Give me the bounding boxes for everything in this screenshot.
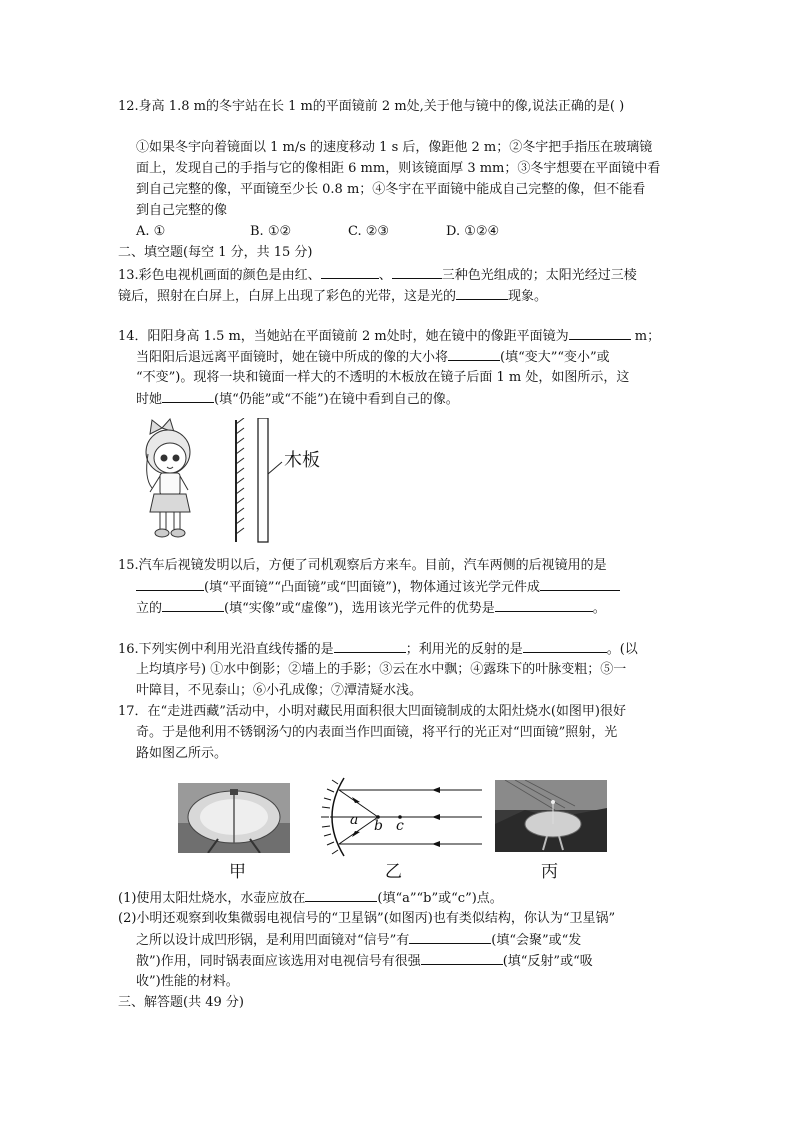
q17-p2-text-b: 之所以设计成凹形锅，是利用凹面镜对“信号”有: [136, 933, 410, 948]
q13-text-d: 镜后，照射在白屏上，白屏上出现了彩色的光带，这是光的: [118, 289, 457, 304]
q16-text-c: 。(以: [606, 642, 638, 657]
q17-blank-2[interactable]: [409, 931, 491, 944]
q12-option-b: B. ①②: [250, 224, 292, 239]
q15-text-e: 。: [592, 601, 606, 616]
q15-blank-2[interactable]: [540, 578, 620, 591]
q13-line-1: [118, 266, 637, 285]
q12-option-a: A. ①: [136, 224, 166, 239]
q14-figure: [140, 418, 340, 544]
q16-line-1: [118, 640, 638, 659]
q16-text-a: 16.下列实例中利用光沿直线传播的是: [118, 642, 334, 657]
solar-cooker-photo: [178, 783, 290, 853]
q15-blank-3[interactable]: [162, 599, 224, 612]
q17-blank-3[interactable]: [421, 952, 503, 965]
q12-statement-4: 到自己完整的像: [136, 203, 228, 218]
q17-p1-text-b: (填“a”“b”或“c”)点。: [377, 891, 503, 906]
q15-line-2: [136, 578, 620, 597]
figure-bing-label: 丙: [541, 862, 558, 882]
board-label: 木板: [284, 450, 320, 471]
q14-blank-3[interactable]: [162, 390, 214, 403]
q17-part-2-line-4: 收”)性能的材料。: [136, 974, 239, 989]
q13-text-b: 、: [378, 268, 392, 283]
q14-text-c: 当阳阳后退远离平面镜时，她在镜中所成的像的大小将: [136, 350, 449, 365]
q16-line-2: 上均填序号) ①水中倒影；②墙上的手影；③云在水中飘；④露珠下的叶脉变粗；⑤一: [136, 662, 627, 677]
q17-p2-text-d: 散”)作用，同时锅表面应该选用对电视信号有很强: [136, 954, 421, 969]
q17-part-1: [118, 889, 503, 908]
solar-cooker-image: [178, 783, 290, 853]
q12-statement-3: 到自己完整的像，平面镜至少长 0.8 m；④冬宇在平面镜中能成自己完整的像，但不能看: [136, 182, 646, 197]
q14-text-a: 14．阳阳身高 1.5 m，当她站在平面镜前 2 m处时，她在镜中的像距平面镜为: [118, 329, 569, 344]
section-2-heading: 二、填空题(每空 1 分，共 15 分): [118, 245, 313, 260]
q13-blank-1[interactable]: [321, 266, 379, 279]
q15-text-d: (填“实像”或“虚像”)，选用该光学元件的优势是: [224, 601, 495, 616]
q16-blank-2[interactable]: [523, 640, 607, 653]
q13-blank-3[interactable]: [456, 287, 508, 300]
q15-blank-1[interactable]: [136, 578, 204, 591]
q14-line-3: “不变”)。现将一块和镜面一样大的不透明的木板放在镜子后面 1 m 处，如图所示，这: [136, 370, 630, 385]
figure-yi-label: 乙: [385, 862, 402, 882]
q14-text-f: 时她: [136, 392, 163, 407]
q12-option-c: C. ②③: [348, 224, 390, 239]
q15-line-3: [136, 599, 606, 618]
girl-mirror-board-illustration: [140, 418, 340, 544]
q14-line-4: [136, 390, 459, 409]
q13-line-2: [118, 287, 547, 306]
q12-stem: 12.身高 1.8 m的冬宇站在长 1 m的平面镜前 2 m处,关于他与镜中的像,说法正确的是( ): [118, 99, 625, 114]
q12-options: [136, 223, 499, 241]
q16-text-b: ；利用光的反射的是: [405, 642, 523, 657]
q17-part-2-line-2: [136, 931, 581, 950]
q15-line-1: 15.汽车后视镜发明以后，方便了司机观察后方来车。目前，汽车两侧的后视镜用的是: [118, 558, 607, 573]
q17-blank-1[interactable]: [305, 889, 377, 902]
q15-blank-4[interactable]: [495, 599, 593, 612]
q17-p1-text-a: (1)使用太阳灶烧水，水壶应放在: [118, 891, 306, 906]
point-a-label: a: [350, 812, 359, 828]
concave-mirror-diagram: [314, 776, 484, 858]
q14-text-g: (填“仍能”或“不能”)在镜中看到自己的像。: [214, 392, 459, 407]
satellite-dish-photo: [495, 780, 607, 852]
light-path-svg: [314, 776, 484, 858]
q16-line-3: 叶障目，不见泰山；⑥小孔成像；⑦潭清疑水浅。: [136, 683, 423, 698]
section-3-heading: 三、解答题(共 49 分): [118, 995, 244, 1010]
q14-line-2: [136, 348, 610, 367]
q17-line-3: 路如图乙所示。: [136, 746, 228, 761]
q13-text-e: 现象。: [508, 289, 548, 304]
q15-text-b: (填“平面镜”“凸面镜”或“凹面镜”)，物体通过该光学元件成: [204, 580, 541, 595]
point-b-label: b: [374, 818, 383, 834]
q14-text-d: (填“变大”“变小”或: [500, 350, 610, 365]
q17-p2-text-e: (填“反射”或“吸: [502, 954, 593, 969]
q12-option-d: D. ①②④: [446, 224, 500, 239]
q13-blank-2[interactable]: [392, 266, 442, 279]
q14-blank-1[interactable]: [569, 327, 631, 340]
point-c-label: c: [396, 818, 404, 834]
q17-line-2: 奇。于是他利用不锈钢汤勺的内表面当作凹面镜，将平行的光正对“凹面镜”照射，光: [136, 725, 618, 740]
q15-text-c: 立的: [136, 601, 163, 616]
q14-text-b: m；: [630, 329, 661, 344]
satellite-dish-image: [495, 780, 607, 852]
q13-text-c: 三种色光组成的；太阳光经过三棱: [441, 268, 637, 283]
q12-statement-2: 面上，发现自己的手指与它的像相距 6 mm，则该镜面厚 3 mm；③冬宇想要在平面镜中看: [136, 161, 661, 176]
figure-jia-label: 甲: [229, 862, 246, 882]
q17-part-2-line-3: [136, 952, 593, 971]
q14-blank-2[interactable]: [448, 348, 500, 361]
q14-line-1: [118, 327, 660, 346]
q17-part-2-line-1: (2)小明还观察到收集微弱电视信号的“卫星锅”(如图丙)也有类似结构，你认为“卫星锅”: [118, 911, 616, 926]
q12-statement-1: ①如果冬宇向着镜面以 1 m/s 的速度移动 1 s 后，像距他 2 m；②冬宇把手指压在玻璃镜: [136, 140, 653, 155]
q17-p2-text-c: (填“会聚”或“发: [491, 933, 582, 948]
q17-line-1: 17．在“走进西藏”活动中，小明对藏民用面积很大凹面镜制成的太阳灶烧水(如图甲)很好: [118, 704, 626, 719]
q13-text-a: 13.彩色电视机画面的颜色是由红、: [118, 268, 321, 283]
q16-blank-1[interactable]: [334, 640, 406, 653]
